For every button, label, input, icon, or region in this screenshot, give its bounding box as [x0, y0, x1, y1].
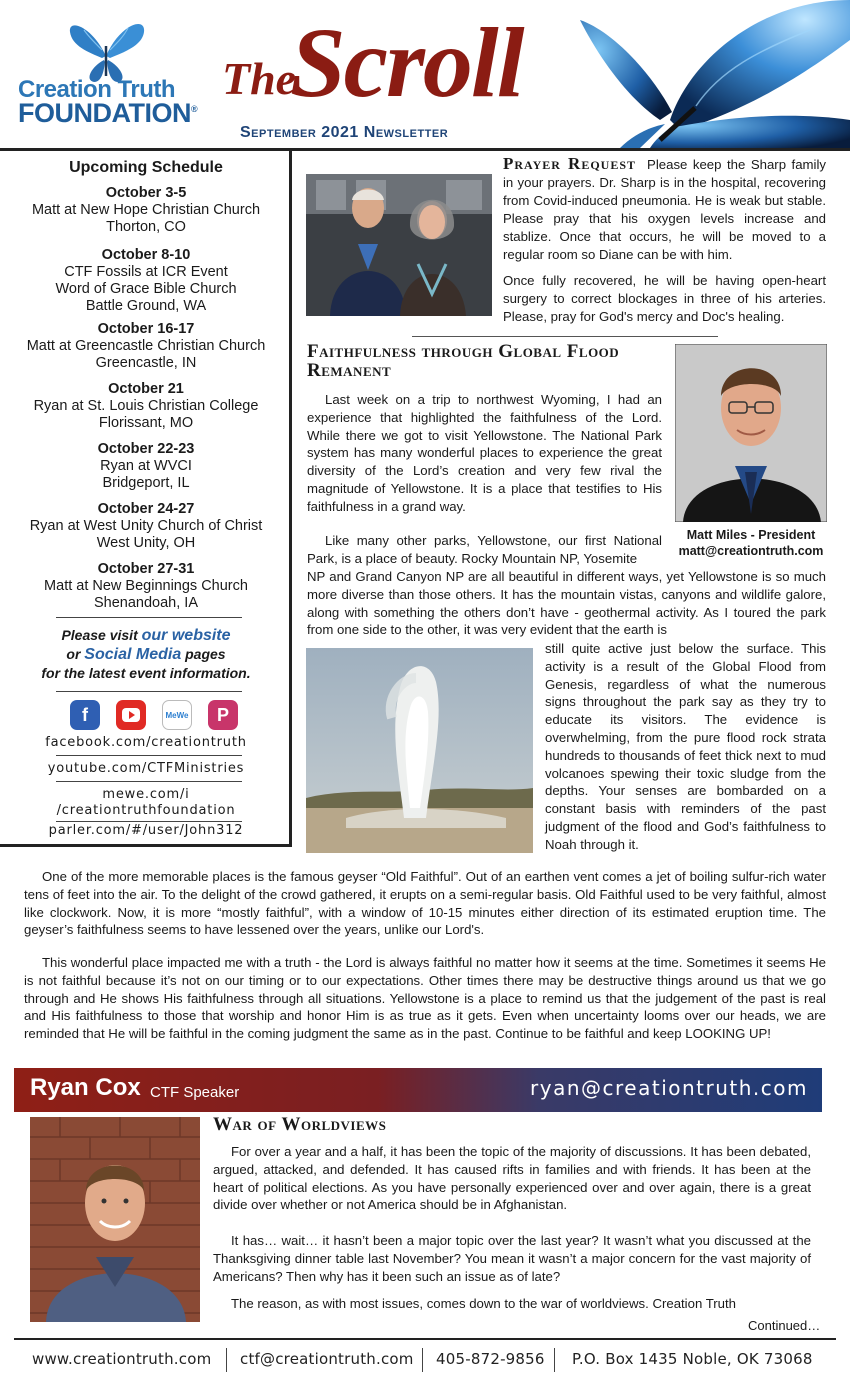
article-title: War of Worldviews [213, 1114, 387, 1135]
youtube-icon[interactable] [116, 700, 146, 730]
prayer-request: Prayer Request Please keep the Sharp family in your prayers. Dr. Sharp is in the hospital, recovering from Covid-induced pneumonia. He is weak but stable. Please pray that his oxygen levels increase and stablize. Once that occurs, he will be moved to a regular room so Diane can be with him. Once fully recovered, he will be having open-heart surgery to correct blockages in three of his arteries. Please, pray for God's mercy and Doc's healing. [503, 154, 826, 324]
facebook-icon[interactable]: f [70, 700, 100, 730]
event-item: October 21 Ryan at St. Louis Christian College Florissant, MO [33, 381, 259, 431]
old-faithful-photo [306, 648, 533, 853]
schedule-title: Upcoming Schedule [69, 159, 223, 176]
divider [56, 781, 242, 782]
event-item: October 3-5 Matt at New Hope Christian Church Thorton, CO [31, 185, 261, 235]
article-paragraph: This wonderful place impacted me with a truth - the Lord is always faithful no matter how it seems at the time. Sometimes it seems He is not faithful because it’s not on our timing or to our expectations. Other times there may be destructive things around us that we go through and He shows His faithfulness through all situations. Yellowstone is a place to remind us that the judgement of the past is real and His faithfulness to those that worship and honor Him is as true as it gets. Even when uncertainty looms over our heads, we are reminded that He will be faithful in the coming judgment the same as in the past. Continue to be faithful and keep LOOKING UP! [24, 955, 826, 1042]
speaker-banner [14, 1068, 822, 1112]
parler-icon[interactable]: P [208, 700, 238, 730]
social-media-link[interactable]: Social Media [84, 646, 182, 663]
social-icons [70, 700, 240, 734]
divider [56, 821, 242, 822]
divider [56, 755, 242, 756]
footer-separator [554, 1348, 555, 1372]
footer-rule [14, 1338, 836, 1340]
website-link[interactable]: our website [141, 627, 231, 644]
masthead-title: Scroll [290, 7, 523, 118]
butterfly-photo-icon [520, 0, 850, 148]
event-item: October 27-31 Matt at New Beginnings Church Shenandoah, IA [44, 561, 248, 611]
schedule-sidebar [0, 151, 292, 847]
article-paragraph: It has… wait… it hasn’t been a major topic over the last year? It wasn’t what you discussed at the Thanksgiving dinner table last November? You mean it wasn’t a major concern for the vast majority of Americans? Then why has it been such an issue as of late? [213, 1233, 811, 1284]
speaker-email[interactable]: ryan@creationtruth.com [530, 1076, 808, 1100]
divider [412, 336, 718, 337]
org-name-line1: Creation Truth [18, 76, 176, 103]
mewe-icon[interactable]: MeWe [162, 700, 192, 730]
footer-separator [422, 1348, 423, 1372]
newsletter-header [0, 0, 850, 148]
footer-email[interactable]: ctf@creationtruth.com [240, 1350, 414, 1368]
footer-separator [226, 1348, 227, 1372]
footer-address: P.O. Box 1435 Noble, OK 73068 [572, 1350, 813, 1368]
article-paragraph: NP and Grand Canyon NP are all beautiful in different ways, yet Yellowstone is so much more diverse than those others. It has the mountain vistas, canyons and wildlife galore, along with something the others don’t have - geothermal activity. As I toured the park from one side to the other, it was very evident that the earth is [307, 569, 826, 638]
sharp-couple-photo [306, 174, 492, 316]
article-paragraph: One of the more memorable places is the famous geyser “Old Faithful”. Out of an earthen vent comes a jet of boiling sulfur-rich water tens of feet into the air. To the delight of the crowd gathered, it erupts on a semi-regular basis. Old Faithful used to be very faithful, almost like clockwork. Now, it is more “mostly faithful”, with a window of 10-15 minutes either direction of its estimated eruption time. The geyser’s faithfulness seems to have lessened over the years, unlike our Lord's. [24, 869, 826, 938]
event-item: October 16-17 Matt at Greencastle Christian Church Greencastle, IN [26, 321, 266, 371]
article-paragraph: For over a year and a half, it has been the topic of the majority of discussions. It has been debated, argued, attacked, and defended. It has caused rifts in families and with friends. It has been at the heart of political elections. As you have personally experienced over and over again, there is a great divide over whether or not America should be in Afghanistan. [213, 1144, 811, 1213]
masthead-the: The [222, 53, 297, 104]
article-paragraph: Like many other parks, Yellowstone, our first National Park, is a place of beauty. Rocky Mountain NP, Yosemite [307, 533, 662, 566]
article-paragraph: The reason, as with most issues, comes down to the war of worldviews. Creation Truth [231, 1296, 737, 1311]
speaker-role: CTF Speaker [150, 1084, 240, 1101]
mewe-link[interactable]: mewe.com/i /creationtruthfoundation [56, 787, 236, 818]
footer [0, 1348, 850, 1374]
matt-email[interactable]: matt@creationtruth.com [678, 544, 824, 558]
org-name-line2: FOUNDATION® [18, 98, 198, 128]
article-paragraph: Last week on a trip to northwest Wyoming, I had an experience that highlighted the faithfulness of the Lord. While there we got to visit Yellowstone. The National Park system has many wonderful places to experience the great diversity of the Lord’s creation and very few rival the magnitude of Yellowstone. It is a place that testifies to His faithfulness in a grand way. [307, 392, 662, 514]
footer-phone: 405-872-9856 [436, 1350, 545, 1368]
event-item: October 24-27 Ryan at West Unity Church of Christ West Unity, OH [29, 501, 263, 551]
event-item: October 22-23 Ryan at WVCI Bridgeport, IL [97, 441, 195, 491]
youtube-link[interactable]: youtube.com/CTFMinistries [47, 761, 245, 776]
edition-date: September 2021 Newsletter [240, 124, 449, 141]
visit-message: Please visit our website or Social Media pages for the latest event information. [41, 627, 251, 681]
footer-website[interactable]: www.creationtruth.com [32, 1350, 212, 1368]
facebook-link[interactable]: facebook.com/creationtruth [45, 735, 247, 750]
matt-miles-photo [675, 344, 827, 522]
continued-link[interactable]: Continued… [748, 1318, 821, 1333]
photo-caption: Matt Miles - President matt@creationtruth.com [672, 527, 830, 559]
event-item: October 8-10 CTF Fossils at ICR Event Word of Grace Bible Church Battle Ground, WA [55, 247, 237, 314]
prayer-title: Prayer Request [503, 154, 637, 173]
ryan-cox-photo [30, 1117, 200, 1322]
divider [56, 617, 242, 618]
divider [56, 691, 242, 692]
article-title: Faithfulness through Global Flood Remanent [307, 341, 620, 381]
speaker-name: Ryan Cox [30, 1074, 141, 1101]
parler-link[interactable]: parler.com/#/user/John312 [48, 823, 244, 838]
article-paragraph: still quite active just below the surface. This activity is a result of the Global Flood from Genesis, regardless of what the numerous signs throughout the park say as they try to educate its visitors. The evidence is overwhelming, from the pure flood rock strata hundreds to thousands of feet thick next to mud volcanoes spewing their toxic sludge from the depths. Your senses are bombarded on a constant basis with reminders of the past judgment of the flood and God’s faithfulness to Noah through it. [545, 641, 826, 852]
